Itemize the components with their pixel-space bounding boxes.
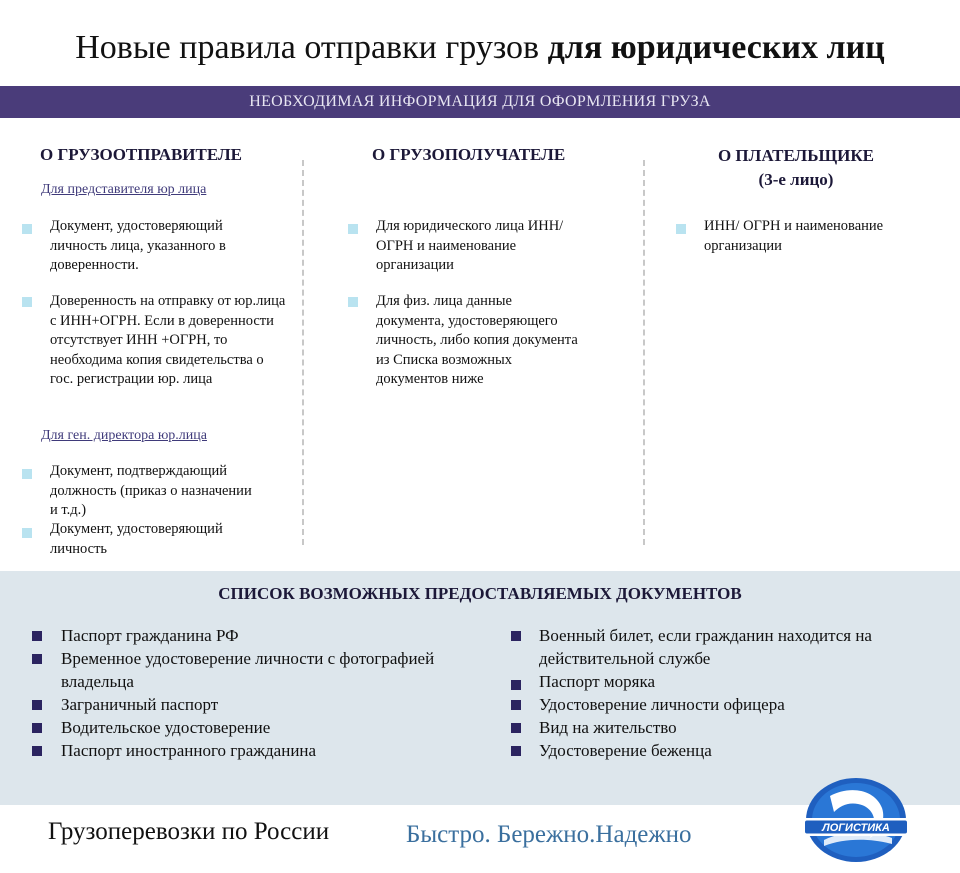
bullet-icon	[22, 528, 32, 538]
bullet-icon	[32, 723, 42, 733]
column-divider	[643, 160, 645, 545]
bullet-icon	[22, 469, 32, 479]
bullet-icon	[511, 723, 521, 733]
document-item: Удостоверение личности офицера	[539, 695, 785, 714]
bullet-icon	[32, 700, 42, 710]
payer-item: ИНН/ ОГРН и наименование организации	[704, 218, 884, 254]
document-item: Вид на жительство	[539, 718, 677, 737]
bullet-icon	[511, 680, 521, 690]
page-title	[0, 28, 960, 68]
logistics-logo-icon	[796, 768, 916, 868]
bullet-icon	[511, 631, 521, 641]
column-divider	[302, 160, 304, 545]
bullet-icon	[32, 654, 42, 664]
payer-subheading: (3-е лицо)	[758, 170, 834, 189]
document-item: Паспорт иностранного гражданина	[61, 741, 317, 760]
sender-rep-item: Документ, удостоверяющий личность лица, указанного в доверенности.	[50, 218, 226, 273]
bullet-icon	[511, 700, 521, 710]
info-banner: НЕОБХОДИМАЯ ИНФОРМАЦИЯ ДЛЯ ОФОРМЛЕНИЯ ГРУЗА	[0, 86, 960, 118]
receiver-item: Для физ. лица данные документа, удостоверяющего личность, либо копия документа из Списка возможных документов ниже	[376, 293, 578, 387]
logo-text: ЛОГИСТИКА	[822, 822, 890, 834]
document-item: Водительское удостоверение	[61, 718, 271, 737]
title-regular: Новые правила отправки грузов	[75, 29, 548, 66]
sender-director-item: Документ, подтверждающий должность (приказ о назначении и т.д.)	[50, 463, 252, 518]
sender-rep-item: Доверенность на отправку от юр.лица с ИНН+ОГРН. Если в доверенности отсутствует ИНН +ОГРН, то необходима копия свидетельства о гос. регистрации юр. лица	[50, 293, 286, 387]
documents-title: СПИСОК ВОЗМОЖНЫХ ПРЕДОСТАВЛЯЕМЫХ ДОКУМЕНТОВ	[218, 584, 742, 603]
sender-heading: О ГРУЗООТПРАВИТЕЛЕ	[40, 145, 242, 164]
document-item: Паспорт гражданина РФ	[61, 626, 239, 645]
bullet-icon	[32, 631, 42, 641]
bullet-icon	[22, 224, 32, 234]
bullet-icon	[32, 746, 42, 756]
document-item: Заграничный паспорт	[61, 695, 219, 714]
footer-left-text: Грузоперевозки по России	[48, 818, 330, 845]
document-item: Паспорт моряка	[539, 672, 656, 691]
title-bold: для юридических лиц	[547, 29, 885, 66]
bullet-icon	[676, 224, 686, 234]
receiver-item: Для юридического лица ИНН/ ОГРН и наименование организации	[376, 218, 564, 273]
sender-director-link[interactable]: Для ген. директора юр.лица	[41, 428, 207, 443]
receiver-heading: О ГРУЗОПОЛУЧАТЕЛЕ	[372, 145, 566, 164]
sender-rep-link[interactable]: Для представителя юр лица	[41, 182, 207, 197]
payer-heading: О ПЛАТЕЛЬЩИКЕ	[717, 146, 875, 165]
document-item: Временное удостоверение личности с фотографией владельца	[61, 649, 435, 691]
document-item: Военный билет, если гражданин находится на действительной службе	[539, 626, 872, 668]
bullet-icon	[348, 224, 358, 234]
bullet-icon	[22, 297, 32, 307]
footer-slogan: Быстро. Бережно.Надежно	[406, 821, 692, 848]
bullet-icon	[511, 746, 521, 756]
sender-director-item: Документ, удостоверяющий личность	[50, 521, 223, 557]
document-item: Удостоверение беженца	[539, 741, 712, 760]
bullet-icon	[348, 297, 358, 307]
